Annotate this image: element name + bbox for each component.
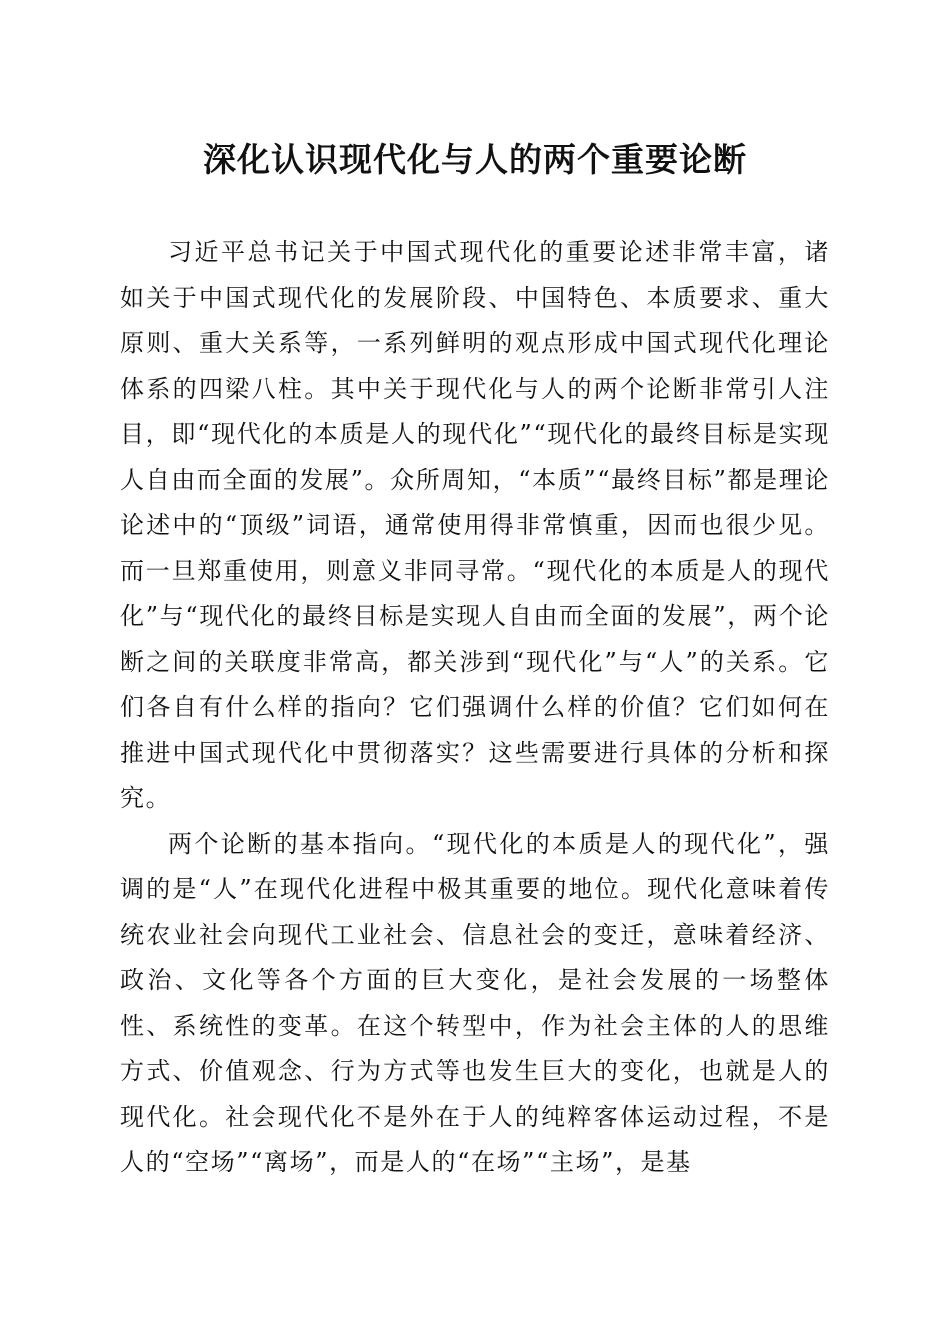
document-body [120,230,830,1186]
paragraph-intro: 习近平总书记关于中国式现代化的重要论述非常丰富，诸如关于中国式现代化的发展阶段、中国特色、本质要求、重大原则、重大关系等，一系列鲜明的观点形成中国式现代化理论体系的四梁八柱。其中关于现代化与人的两个论断非常引人注目，即“现代化的本质是人的现代化”“现代化的最终目标是实现人自由而全面的发展”。众所周知，“本质”“最终目标”都是理论论述中的“顶级”词语，通常使用得非常慎重，因而也很少见。而一旦郑重使用，则意义非同寻常。“现代化的本质是人的现代化”与“现代化的最终目标是实现人自由而全面的发展”，两个论断之间的关联度非常高，都关涉到“现代化”与“人”的关系。它们各自有什么样的指向？它们强调什么样的价值？它们如何在推进中国式现代化中贯彻落实？这些需要进行具体的分析和探究。 [120,238,830,812]
document-title: 深化认识现代化与人的两个重要论断 [203,140,747,179]
paragraph-basic-direction: 两个论断的基本指向。“现代化的本质是人的现代化”，强调的是“人”在现代化进程中极其重要的地位。现代化意味着传统农业社会向现代工业社会、信息社会的变迁，意味着经济、政治、文化等各个方面的巨大变化，是社会发展的一场整体性、系统性的变革。在这个转型中，作为社会主体的人的思维方式、价值观念、行为方式等也发生巨大的变化，也就是人的现代化。社会现代化不是外在于人的纯粹客体运动过程，不是人的“空场”“离场”，而是人的“在场”“主场”，是基 [120,829,830,1176]
